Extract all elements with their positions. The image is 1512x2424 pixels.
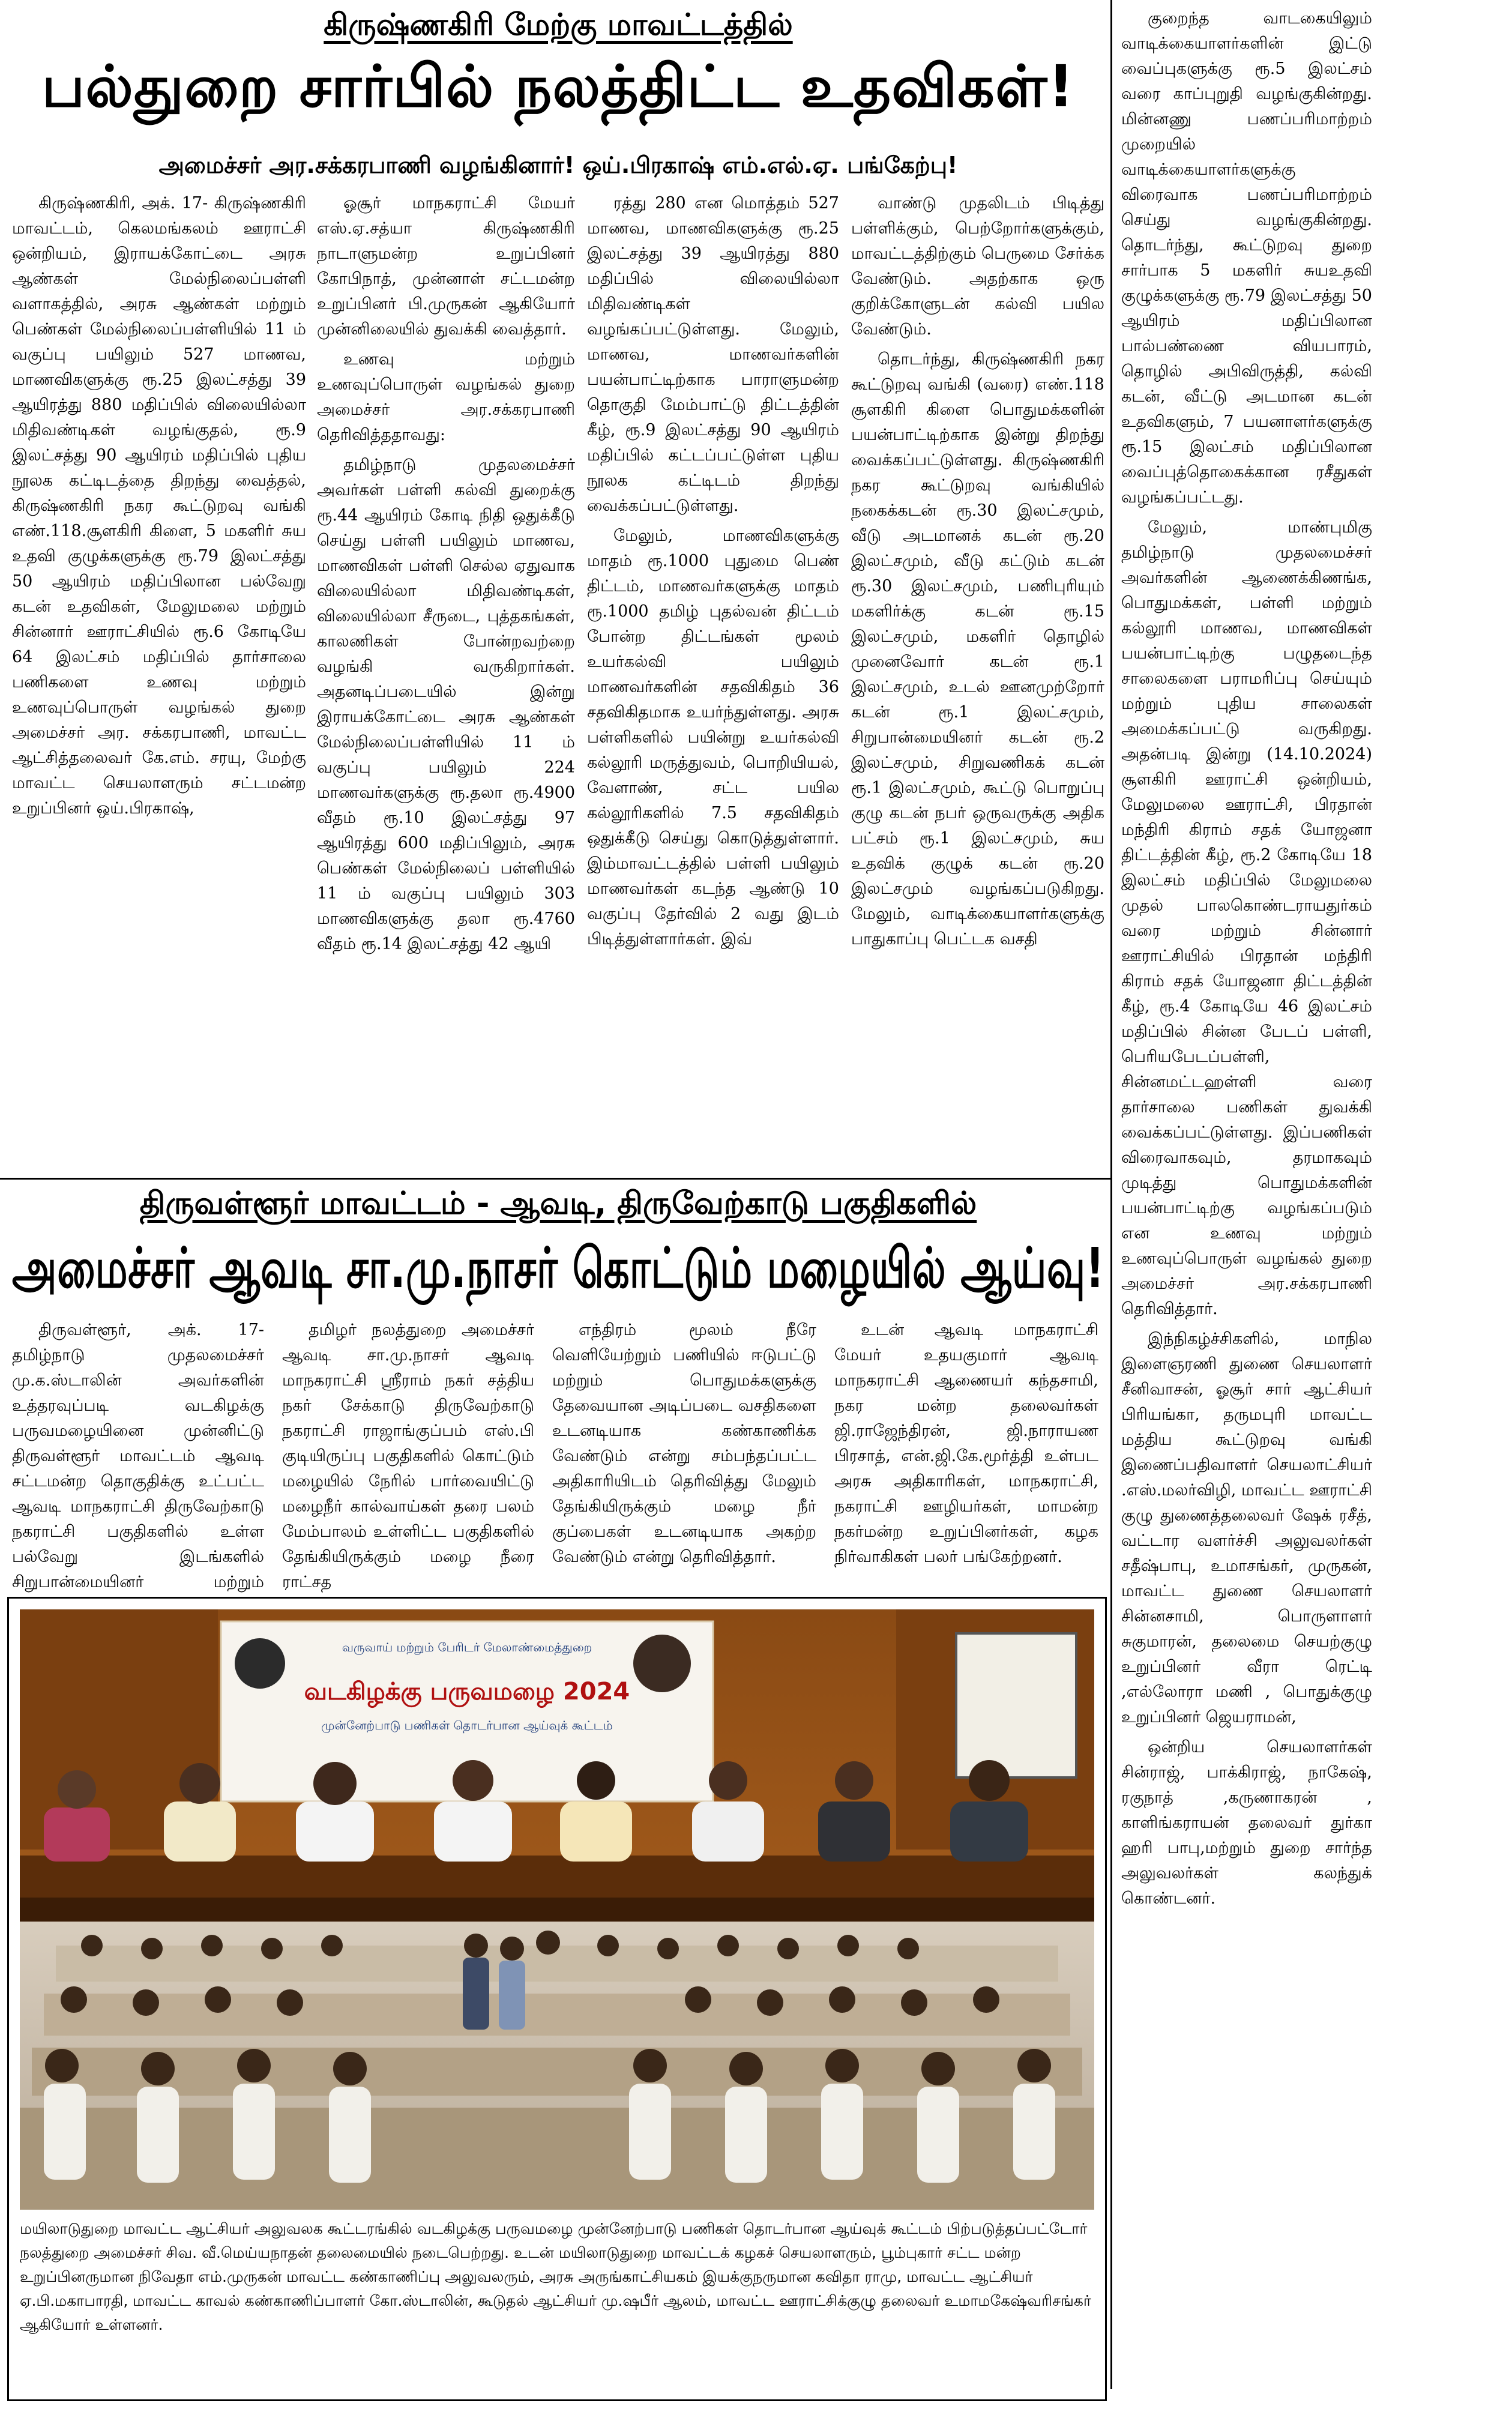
story1-paragraph: கிருஷ்ணகிரி, அக். 17- கிருஷ்ணகிரி மாவட்டம், கெலமங்கலம் ஊராட்சி ஒன்றியம், இராயக்கோட்டை அரசு ஆண்கள் மேல்நிலைப்பள்ளி வளாகத்தில், அரசு ஆண்கள் மற்றும் பெண்கள் மேல்நிலைப்பள்ளியில் 11 ம் வகுப்பு பயிலும் 527 மாணவ, மாணவிகளுக்கு ரூ.25 இலட்சத்து 39 ஆயிரத்து 880 மதிப்பில் விலையில்லா மிதிவண்டிகள் வழங்குதல், ரூ.9 இலட்சத்து 90 ஆயிரம் மதிப்பில் புதிய நூலக கட்டிடத்தை திறந்து வைத்தல், கிருஷ்ணகிரி நகர கூட்டுறவு வங்கி எண்.118.சூளகிரி கிளை, 5 மகளிர் சுய உதவி குழுக்களுக்கு ரூ.79 இலட்சத்து 50 ஆயிரம் மதிப்பிலான பல்வேறு கடன் உதவிகள், மேலுமலை மற்றும் சின்னார் ஊராட்சியில் ரூ.6 கோடியே 64 இலட்சம் மதிப்பில் தார்சாலை பணிகளை உணவு மற்றும் உணவுப்பொருள் வழங்கல் துறை அமைச்சர் அர. சக்கரபாணி, மாவட்ட ஆட்சித்தலைவர் கே.எம். சரயு, மேற்கு மாவட்ட செயலாளரும் சட்டமன்ற உறுப்பினர் ஒய்.பிரகாஷ், [12, 194, 306, 818]
story1-deck: அமைச்சர் அர.சக்கரபாணி வழங்கினார்! ஒய்.பிரகாஷ் எம்.எல்.ஏ. பங்கேற்பு! [158, 152, 958, 178]
story1-paragraph: ரத்து 280 என மொத்தம் 527 மாணவ, மாணவிகளுக்கு ரூ.25 இலட்சத்து 39 ஆயிரத்து 880 மதிப்பில் விலையில்லா மிதிவண்டிகள் வழங்கப்பட்டுள்ளது. மேலும், மாணவ, மாணவர்களின் பயன்பாட்டிற்காக பாராளுமன்ற தொகுதி மேம்பாட்டு திட்டத்தின் கீழ், ரூ.9 இலட்சத்து 90 ஆயிரம் மதிப்பில் கட்டப்பட்டுள்ள புதிய நூலக கட்டிடம் திறந்து வைக்கப்பட்டுள்ளது. [587, 194, 839, 515]
story1-paragraph: மேலும், மாண்புமிகு தமிழ்நாடு முதலமைச்சர் அவர்களின் ஆணைக்கிணங்க, பொதுமக்கள், பள்ளி மற்றும் கல்லூரி மாணவ, மாணவிகள் பயன்பாட்டிற்கு பழுதடைந்த சாலைகளை பராமரிப்பு செய்யும் மற்றும் புதிய சாலைகள் அமைக்கப்பட்டு வருகிறது. அதன்படி இன்று (14.10.2024) சூளகிரி ஊராட்சி ஒன்றியம், மேலுமலை ஊராட்சி, பிரதான் மந்திரி கிராம் சதக் யோஜனா திட்டத்தின் கீழ், ரூ.2 கோடியே 18 இலட்சம் மதிப்பில் மேலுமலை முதல் பாலகொண்டராயதுர்கம் வரை மற்றும் சின்னார் ஊராட்சியில் பிரதான் மந்திரி கிராம் சதக் யோஜனா திட்டத்தின் கீழ், ரூ.4 கோடியே 46 இலட்சம் மதிப்பில் சின்ன பேடப் பள்ளி, பெரியபேடப்பள்ளி, சின்னமட்டஹள்ளி வரை தார்சாலை பணிகள் துவக்கி வைக்கப்பட்டுள்ளது. இப்பணிகள் விரைவாகவும், தரமாகவும் முடித்து பொதுமக்களின் பயன்பாட்டிற்கு வழங்கப்படும் என உணவு மற்றும் உணவுப்பொருள் வழங்கல் துறை அமைச்சர் அர.சக்கரபாணி தெரிவித்தார். [1121, 518, 1372, 1318]
story1-paragraph: உணவு மற்றும் உணவுப்பொருள் வழங்கல் துறை அமைச்சர் அர.சக்கரபாணி தெரிவித்ததாவது: [317, 350, 575, 444]
story2-paragraph: திருவள்ளூர், அக். 17- தமிழ்நாடு முதலமைச்சர் மு.க.ஸ்டாலின் அவர்களின் உத்தரவுப்படி வடகிழக்கு பருவமழையினை முன்னிட்டு திருவள்ளூர் மாவட்டம் ஆவடி சட்டமன்ற தொகுதிக்கு உட்பட்ட ஆவடி மாநகராட்சி திருவேற்காடு நகராட்சி பகுதிகளில் உள்ள பல்வேறு இடங்களில் சிறுபான்மையினர் மற்றும் [12, 1321, 264, 1591]
story1-paragraph: வாண்டு முதலிடம் பிடித்து பள்ளிக்கும், பெற்றோர்களுக்கும், மாவட்டத்திற்கும் பெருமை சேர்க்க வேண்டும். அதற்காக ஒரு குறிக்கோளுடன் கல்வி பயில வேண்டும். [851, 194, 1104, 339]
story2-headline: அமைச்சர் ஆவடி சா.மு.நாசர் கொட்டும் மழையில் ஆய்வு! [12, 1236, 1105, 1300]
story1-column-5 [1121, 6, 1372, 2383]
story1-kicker: கிருஷ்ணகிரி மேற்கு மாவட்டத்தில் [324, 7, 793, 42]
story2-paragraph: எந்திரம் மூலம் நீரே வெளியேற்றும் பணியில் ஈடுபட்டு மற்றும் பொதுமக்களுக்கு தேவையான அடிப்படை வசதிகளை உடனடியாக கண்காணிக்க வேண்டும் என்று சம்பந்தப்பட்ட அதிகாரியிடம் தெரிவித்து மேலும் தேங்கியிருக்கும் மழை நீர் குப்பைகள் உடனடியாக அகற்ற வேண்டும் என்று தெரிவித்தார். [552, 1321, 816, 1566]
story2-column-1 [12, 1318, 264, 1591]
story2-column-2 [282, 1318, 534, 1591]
photo-caption: மயிலாடுதுறை மாவட்ட ஆட்சியர் அலுவலக கூட்டரங்கில் வடகிழக்கு பருவமழை முன்னேற்பாடு பணிகள் தொடர்பான ஆய்வுக் கூட்டம் பிற்படுத்தப்பட்டோர் நலத்துறை அமைச்சர் சிவ. வீ.மெய்யநாதன் தலைமையில் நடைபெற்றது. உடன் மயிலாடுதுறை மாவட்டக் கழகச் செயலாளரும், பூம்புகார் சட்ட மன்ற உறுப்பினருமான நிவேதா எம்.முருகன் மாவட்ட கண்காணிப்பு அலுவலரும், அரசு அருங்காட்சியகம் இயக்குநருமான கவிதா ராமு, மாவட்ட ஆட்சியர் ஏ.பி.மகாபாரதி, மாவட்ட காவல் கண்காணிப்பாளர் கோ.ஸ்டாலின், கூடுதல் ஆட்சியர் மு.ஷபீர் ஆலம், மாவட்ட ஊராட்சிக்குழு தலைவர் உமாமகேஷ்வரிசங்கர் ஆகியோர் உள்ளனர். [20, 2220, 1091, 2333]
story1-paragraph: ஒன்றிய செயலாளர்கள் சின்ராஜ், பாக்கிராஜ், நாகேஷ், ரகுநாத் ,கருணாகரன் , காளிங்கராயன் தலைவர் துர்கா ஹரி பாபு,மற்றும் துறை சார்ந்த அலுவலர்கள் கலந்துக் கொண்டனர். [1121, 1738, 1372, 1908]
banner-line-2: வடகிழக்கு பருவமழை 2024 [304, 1678, 630, 1705]
story2-kicker: திருவள்ளூர் மாவட்டம் - ஆவடி, திருவேற்காடு பகுதிகளில் [139, 1186, 977, 1222]
story2-paragraph: தமிழர் நலத்துறை அமைச்சர் ஆவடி சா.மு.நாசர் ஆவடி மாநகராட்சி ஸ்ரீராம் நகர் சத்திய நகர் சேக்காடு திருவேற்காடு நகராட்சி ராஜாங்குப்பம் எஸ்.பி குடியிருப்பு பகுதிகளில் கொட்டும் மழையில் நேரில் பார்வையிட்டு மழைநீர் கால்வாய்கள் தரை பலம் மேம்பாலம் உள்ளிட்ட பகுதிகளில் தேங்கியிருக்கும் மழை நீரை ராட்சத [282, 1321, 534, 1591]
story2-paragraph: உடன் ஆவடி மாநகராட்சி மேயர் உதயகுமார் ஆவடி மாநகராட்சி ஆணையர் கந்தசாமி, நகர மன்ற தலைவர்கள் ஜி.ராஜேந்திரன், ஜி.நாராயண பிரசாத், என்.ஜி.கே.மூர்த்தி உள்பட அரசு அதிகாரிகள், மாநகராட்சி, நகராட்சி ஊழியர்கள், மாமன்ற நகர்மன்ற உறுப்பினர்கள், கழக நிர்வாகிகள் பலர் பங்கேற்றனர். [834, 1321, 1098, 1566]
banner-line-3: முன்னேற்பாடு பணிகள் தொடர்பான ஆய்வுக் கூட்டம் [321, 1718, 613, 1732]
meeting-photo [20, 1609, 1094, 2210]
story-divider [0, 1178, 1110, 1180]
story2-column-3 [552, 1318, 816, 1582]
story1-paragraph: தொடர்ந்து, கிருஷ்ணகிரி நகர கூட்டுறவு வங்கி (வரை) எண்.118 சூளகிரி கிளை பொதுமக்களின் பயன்பாட்டிற்காக இன்று திறந்து வைக்கப்பட்டுள்ளது. கிருஷ்ணகிரி நகர கூட்டுறவு வங்கியில் நகைக்கடன் ரூ.30 இலட்சமும், வீடு அடமானக் கடன் ரூ.20 இலட்சமும், வீடு கட்டும் கடன் ரூ.30 இலட்சமும், பணிபுரியும் மகளிர்க்கு கடன் ரூ.15 இலட்சமும், மகளிர் தொழில் முனைவோர் கடன் ரூ.1 இலட்சமும், உடல் ஊனமுற்றோர் கடன் ரூ.1 இலட்சமும், சிறுபான்மையினர் கடன் ரூ.2 இலட்சமும், சிறுவணிகக் கடன் ரூ.1 இலட்சமும், கூட்டு பொறுப்பு குழு கடன் நபர் ஒருவருக்கு அதிக பட்சம் ரூ.1 இலட்சமும், சுய உதவிக் குழுக் கடன் ரூ.20 இலட்சமும் வழங்கப்படுகிறது. மேலும், வாடிக்கையாளர்களுக்கு பாதுகாப்பு பெட்டக வசதி [851, 350, 1104, 948]
column-rule-right [1110, 0, 1112, 2389]
story1-paragraph: மேலும், மாணவிகளுக்கு மாதம் ரூ.1000 புதுமை பெண் திட்டம், மாணவர்களுக்கு மாதம் ரூ.1000 தமிழ் புதல்வன் திட்டம் போன்ற திட்டங்கள் மூலம் உயர்கல்வி பயிலும் மாணவர்களின் சதவிகிதம் 36 சதவிகிதமாக உயர்ந்துள்ளது. அரசு பள்ளிகளில் பயின்று உயர்கல்வி கல்லூரி மருத்துவம், பொறியியல், வேளாண், சட்ட பயில கல்லூரிகளில் 7.5 சதவிகிதம் ஒதுக்கீடு செய்து கொடுத்துள்ளார். இம்மாவட்டத்தில் பள்ளி பயிலும் மாணவர்கள் கடந்த ஆண்டு 10 வகுப்பு தேர்வில் 2 வது இடம் பிடித்துள்ளார்கள். இவ் [587, 526, 839, 948]
story1-paragraph: தமிழ்நாடு முதலமைச்சர் அவர்கள் பள்ளி கல்வி துறைக்கு ரூ.44 ஆயிரம் கோடி நிதி ஒதுக்கீடு செய்து பள்ளி பயிலும் மாணவ, மாணவிகள் பள்ளி செல்ல ஏதுவாக விலையில்லா மிதிவண்டிகள், விலையில்லா சீருடை, புத்தகங்கள், காலணிகள் போன்றவற்றை வழங்கி வருகிறார்கள். அதனடிப்படையில் இன்று இராயக்கோட்டை அரசு ஆண்கள் மேல்நிலைப்பள்ளியில் 11 ம் வகுப்பு பயிலும் 224 மாணவர்களுக்கு ரூ.தலா ரூ.4900 வீதம் ரூ.10 இலட்சத்து 97 ஆயிரத்து 600 மதிப்பிலும், அரசு பெண்கள் மேல்நிலைப் பள்ளியில் 11 ம் வகுப்பு பயிலும் 303 மாணவிகளுக்கு தலா ரூ.4760 வீதம் ரூ.14 இலட்சத்து 42 ஆயி [317, 456, 575, 953]
story1-paragraph: குறைந்த வாடகையிலும் வாடிக்கையாளர்களின் இட்டு வைப்புகளுக்கு ரூ.5 இலட்சம் வரை காப்புறுதி வழங்குகின்றது. மின்னணு பணப்பரிமாற்றம் முறையில் வாடிக்கையாளர்களுக்கு விரைவாக பணப்பரிமாற்றம் செய்து வழங்குகின்றது. தொடர்ந்து, கூட்டுறவு துறை சார்பாக 5 மகளிர் சுயஉதவி குழுக்களுக்கு ரூ.79 இலட்சத்து 50 ஆயிரம் மதிப்பிலான பால்பண்ணை வியபாரம், தொழில் அபிவிருத்தி, கல்வி கடன், வீட்டு அடமான கடன் உதவிகளும், 7 பயனாளர்களுக்கு ரூ.15 இலட்சம் மதிப்பிலான வைப்புத்தொகைக்கான ரசீதுகள் வழங்கப்பட்டது. [1121, 9, 1372, 507]
story1-column-3 [587, 191, 839, 1172]
story1-column-4 [851, 191, 1104, 1172]
story1-column-1 [12, 191, 306, 1172]
story1-paragraph: இந்நிகழ்ச்சிகளில், மாநில இளைஞரணி துணை செயலாளர் சீனிவாசன், ஓசூர் சார் ஆட்சியர் பிரியங்கா, தருமபுரி மாவட்ட மத்திய கூட்டுறவு வங்கி இணைப்பதிவாளர் செயலாட்சியர் .எஸ்.மலர்விழி, மாவட்ட ஊராட்சி குழு துணைத்தலைவர் ஷேக் ரசீத், வட்டார வளர்ச்சி அலுவலர்கள் சதீஷ்பாபு, உமாசங்கர், முருகன், மாவட்ட துணை செயலாளர் சின்னசாமி, பொருளாளர் சுகுமாரன், தலைமை செயற்குழு உறுப்பினர் வீரா ரெட்டி ,எல்லோரா மணி , பொதுக்குழு உறுப்பினர் ஜெயராமன், [1121, 1330, 1372, 1726]
story1-column-2 [317, 191, 575, 1172]
story1-headline: பல்துறை சார்பில் நலத்திட்ட உதவிகள்! [41, 53, 1075, 120]
story1-paragraph: ஓசூர் மாநகராட்சி மேயர் எஸ்.ஏ.சத்யா கிருஷ்ணகிரி நாடாளுமன்ற உறுப்பினர் கோபிநாத், முன்னாள் சட்டமன்ற உறுப்பினர் பி.முருகன் ஆகியோர் முன்னிலையில் துவக்கி வைத்தார். [317, 194, 575, 339]
story2-column-4 [834, 1318, 1098, 1582]
photo-box [7, 1597, 1107, 2401]
banner-line-1: வருவாய் மற்றும் பேரிடர் மேலாண்மைத்துறை [342, 1640, 592, 1654]
